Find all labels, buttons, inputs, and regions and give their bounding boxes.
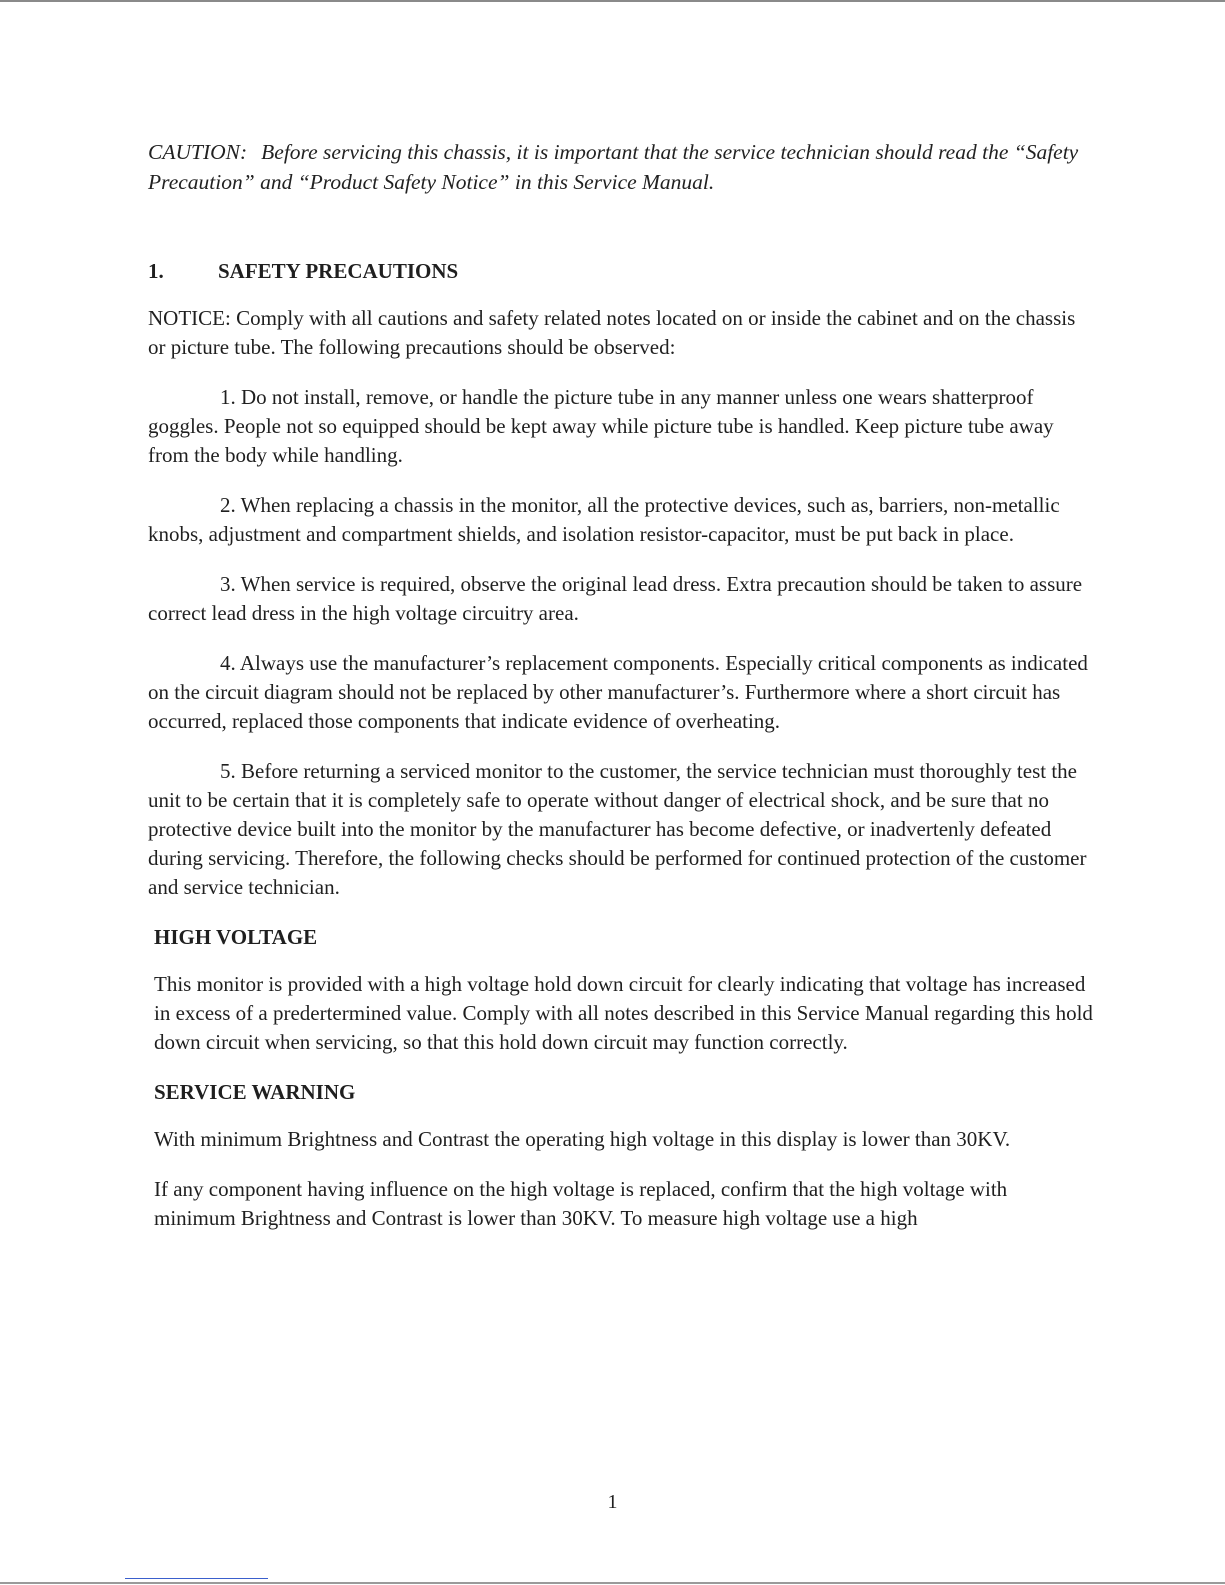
page-number: 1 (607, 1491, 618, 1513)
service-warning-paragraph-1: With minimum Brightness and Contrast the operating high voltage in this display is lower than 30KV. (154, 1127, 1011, 1151)
section-title: SAFETY PRECAUTIONS (218, 259, 459, 283)
service-warning-heading: SERVICE WARNING (154, 1080, 356, 1104)
high-voltage-heading: HIGH VOLTAGE (154, 925, 318, 949)
document-page (148, 137, 1093, 1254)
precaution-item-4: 4. Always use the manufacturer’s replacement components. Especially critical components as indicated on the circuit diagram should not be replaced by other manufacturer’s. Furthermore where a short circuit has occurred, replaced those components that indicate evidence of overheating. (148, 651, 1088, 733)
caution-text: Before servicing this chassis, it is important that the service technician should read the “Safety Precaution” and “Product Safety Notice” in this Service Manual. (148, 140, 1079, 194)
precaution-item-3: 3. When service is required, observe the original lead dress. Extra precaution should be taken to assure correct lead dress in the high voltage circuitry area. (148, 572, 1083, 625)
notice-paragraph: NOTICE: Comply with all cautions and safety related notes located on or inside the cabinet and on the chassis or picture tube. The following precautions should be observed: (148, 306, 1076, 359)
section-number: 1. (148, 259, 164, 283)
precaution-item-2: 2. When replacing a chassis in the monitor, all the protective devices, such as, barriers, non-metallic knobs, adjustment and compartment shields, and isolation resistor-capacitor, must be put back in place. (148, 493, 1060, 546)
bottom-mark (125, 1578, 268, 1579)
precaution-item-1: 1. Do not install, remove, or handle the picture tube in any manner unless one wears shatterproof goggles. People not so equipped should be kept away while picture tube is handled. Keep picture tube away from the body while handling. (148, 385, 1054, 467)
high-voltage-paragraph: This monitor is provided with a high voltage hold down circuit for clearly indicating that voltage has increased in excess of a predertermined value. Comply with all notes described in this Service Manual regarding this hold down circuit when servicing, so that this hold down circuit may function correctly. (154, 972, 1093, 1054)
caution-label: CAUTION: (148, 140, 248, 164)
top-scan-edge (0, 0, 1225, 2)
service-warning-paragraph-2: If any component having influence on the high voltage is replaced, confirm that the high voltage with minimum Brightness and Contrast is lower than 30KV. To measure high voltage use a high (154, 1177, 1008, 1230)
bottom-scan-edge (0, 1582, 1225, 1584)
caution-notice (148, 137, 1093, 197)
section-heading (148, 257, 1093, 286)
precaution-item-5: 5. Before returning a serviced monitor to the customer, the service technician must thoroughly test the unit to be certain that it is completely safe to operate without danger of electrical shock, and be sure that no protective device built into the monitor by the manufacturer has become defective, or inadvertenly defeated during servicing. Therefore, the following checks should be performed for continued protection of the customer and service technician. (148, 759, 1087, 899)
